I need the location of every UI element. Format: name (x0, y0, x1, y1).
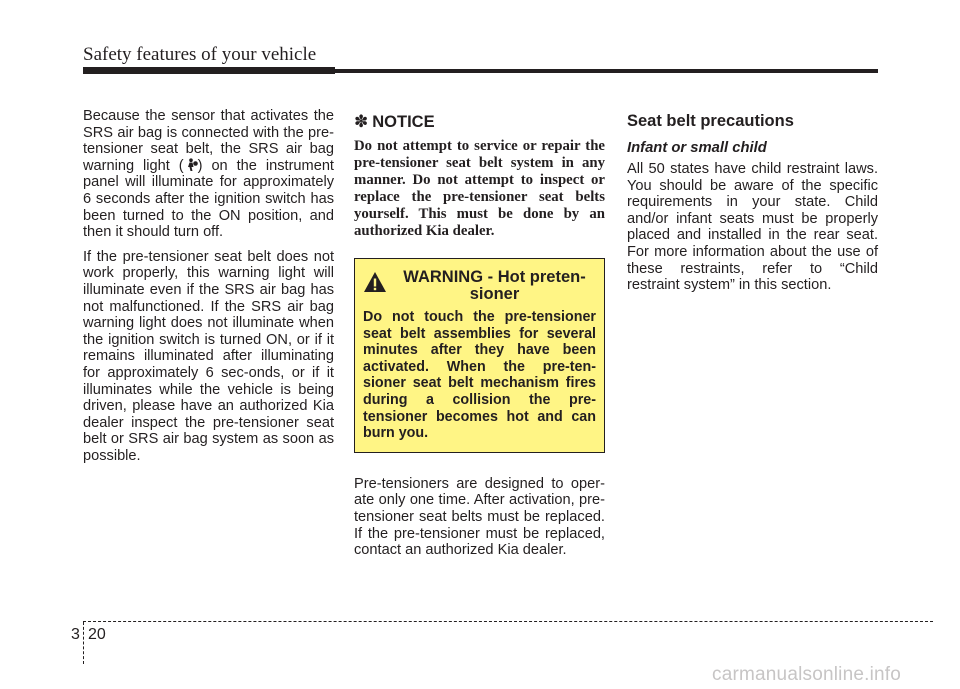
paragraph-pretensioner-replace: Pre-tensioners are designed to oper-ate only one time. After activation, pre-tensioner seat belts must be replaced. If the pre-tensioner must be replaced, contact an authorized Kia dealer. (354, 475, 605, 559)
warning-triangle-icon (363, 271, 387, 293)
notice-title: NOTICE (372, 112, 435, 131)
airbag-warning-icon (184, 158, 198, 172)
notice-text: Do not attempt to service or repair the pre-tensioner seat belt system in any manner. Do not attempt to inspect or replace the pre-tensioner seat belts yourself. This must be done by an authorized Kia dealer. (354, 138, 605, 239)
section-title: Seat belt precautions (627, 112, 794, 130)
warning-text: Do not touch the pre-tensioner seat belt assemblies for several minutes after they have been activated. When the pre-ten-sioner seat belt mechanism fires during a collision the pre-tensioner becomes hot and can burn you. (363, 309, 596, 442)
paragraph-sensor-part1: Because the sensor that activates the SRS air bag is connected with the pre-tensioner seat belt, the SRS air bag warning light ( (83, 108, 334, 174)
paragraph-child-restraint: All 50 states have child restraint laws. You should be aware of the specific requirements in your state. Child and/or infant seats must be properly placed and installed in the rear seat. For more information about the use of these restraints, refer to “Child restraint system” in this section. (627, 161, 878, 294)
page-chapter: 3 (71, 626, 80, 643)
warning-title: WARNING - Hot preten-sioner (403, 268, 586, 303)
watermark: carmanualsonline.info (712, 664, 902, 685)
footer-rule (83, 621, 933, 622)
sub-title: Infant or small child (627, 140, 767, 156)
header-rule-accent (83, 67, 335, 74)
header-title: Safety features of your vehicle (83, 44, 317, 65)
notice-heading (354, 112, 605, 132)
warning-box (354, 258, 605, 453)
footer-divider (83, 622, 84, 664)
column-right (627, 108, 878, 302)
paragraph-sensor-part2: ) on the instrument panel will illuminate for approximately 6 seconds after the ignition switch has been turned to the ON position, and then it should turn off. (83, 157, 334, 241)
page-number: 20 (88, 626, 106, 643)
notice-star-icon: ✽ (354, 112, 369, 131)
paragraph-sensor (83, 108, 334, 241)
column-left (83, 108, 334, 472)
warning-heading (363, 269, 596, 303)
paragraph-malfunction: If the pre-tensioner seat belt does not work properly, this warning light will illuminate even if the SRS air bag has not malfunctioned. If the SRS air bag warning light does not illuminate when the ignition switch is turned ON, or if it remains illuminated after illuminating for approximately 6 sec-onds, or if it illuminates while the vehicle is being driven, please have an authorized Kia dealer inspect the pre-tensioner seat belt or SRS air bag system as soon as possible. (83, 248, 334, 464)
column-middle (354, 108, 605, 567)
